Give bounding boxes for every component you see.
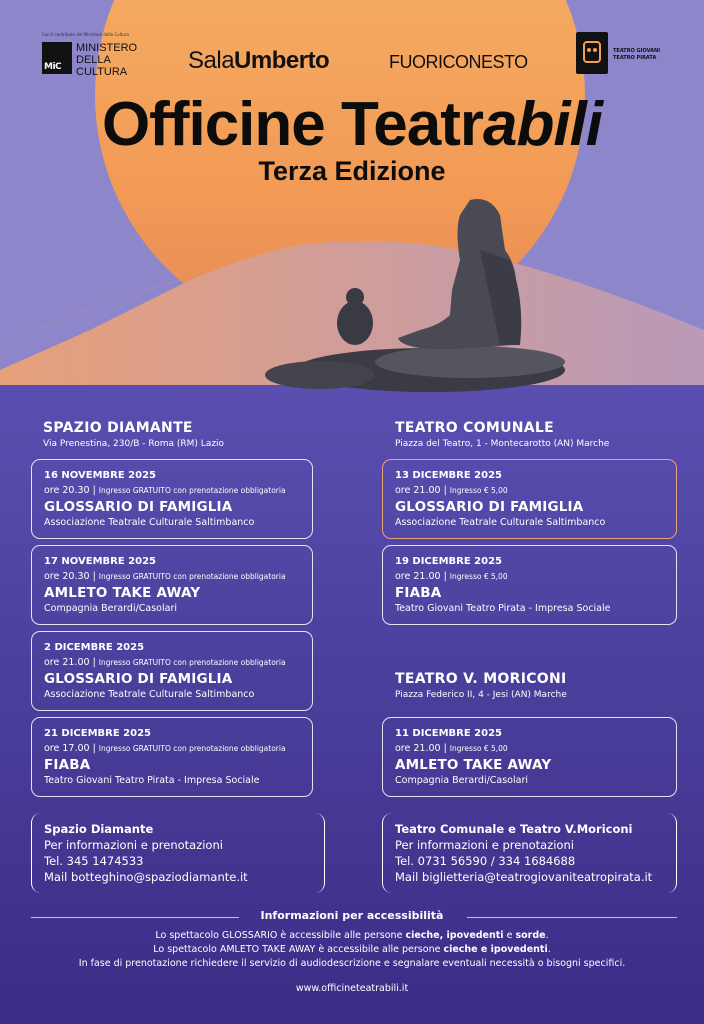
event-title: GLOSSARIO DI FAMIGLIA: [44, 671, 233, 687]
mic-line-2: DELLA: [76, 54, 111, 66]
venue-teatro-moriconi: [395, 671, 567, 700]
contact-title: Spazio Diamante: [44, 822, 154, 836]
mic-line-1: MINISTERO: [76, 42, 138, 54]
event-time: ore 21.00: [395, 571, 441, 582]
event-ticket-note: Ingresso GRATUITO con prenotazione obbligatoria: [98, 744, 286, 753]
page-subtitle: Terza Edizione: [258, 156, 446, 186]
mic-line-3: CULTURA: [76, 66, 128, 78]
event-card: 11 DICEMBRE 2025 ore 21.00 | Ingresso € 5,00 AMLETO TAKE AWAY Compagnia Berardi/Casolari: [382, 717, 677, 797]
contact-info-line: Per informazioni e prenotazioni: [395, 838, 574, 852]
event-card: 13 DICEMBRE 2025 ore 21.00 | Ingresso € 5,00 GLOSSARIO DI FAMIGLIA Associazione Teatrale Culturale Saltimbanco: [382, 459, 677, 539]
venue-name: TEATRO V. MORICONI: [395, 671, 567, 687]
accessibility-title: Informazioni per accessibilità: [260, 909, 444, 922]
contact-info-line: Per informazioni e prenotazioni: [44, 838, 223, 852]
logo-bar: [0, 30, 704, 80]
event-date: 2 DICEMBRE 2025: [44, 642, 145, 653]
event-company: Associazione Teatrale Culturale Saltimbanco: [44, 689, 255, 700]
event-time: ore 20.30: [44, 485, 90, 496]
mic-emblem-icon: MiC: [42, 42, 72, 74]
page-title: Officine Teatrabili: [101, 90, 603, 159]
teatro-pirata-logo: [576, 32, 666, 76]
event-company: Teatro Giovani Teatro Pirata - Impresa Sociale: [395, 603, 611, 614]
venue-address: Piazza Federico II, 4 - Jesi (AN) Marche: [395, 690, 567, 700]
event-title: FIABA: [44, 757, 91, 773]
event-date: 13 DICEMBRE 2025: [395, 470, 503, 481]
event-date: 21 DICEMBRE 2025: [44, 728, 152, 739]
venue-address: Via Prenestina, 230/B - Roma (RM) Lazio: [43, 439, 225, 449]
event-title: AMLETO TAKE AWAY: [44, 585, 201, 601]
event-time: ore 20.30: [44, 571, 90, 582]
event-title: AMLETO TAKE AWAY: [395, 757, 552, 773]
venue-name: SPAZIO DIAMANTE: [43, 420, 193, 436]
contact-box-spazio-diamante: [31, 813, 325, 893]
event-date: 11 DICEMBRE 2025: [395, 728, 503, 739]
contact-phone[interactable]: Tel. 345 1474533: [44, 854, 144, 868]
event-date: 16 NOVEMBRE 2025: [44, 470, 156, 481]
event-card: 2 DICEMBRE 2025 ore 21.00 | Ingresso GRATUITO con prenotazione obbligatoria GLOSSARIO DI FAMIGLIA Associazione Teatrale Culturale Saltimbanco: [31, 631, 313, 711]
event-card: 16 NOVEMBRE 2025 ore 20.30 | Ingresso GRATUITO con prenotazione obbligatoria GLOSSARIO DI FAMIGLIA Associazione Teatrale Culturale Saltimbanco: [31, 459, 313, 539]
event-company: Associazione Teatrale Culturale Saltimbanco: [44, 517, 255, 528]
event-time: ore 21.00: [44, 657, 90, 668]
sala-umberto-logo: SalaUmberto: [188, 47, 330, 74]
event-company: Compagnia Berardi/Casolari: [395, 775, 529, 786]
event-ticket-note: Ingresso € 5,00: [449, 486, 508, 495]
event-title: GLOSSARIO DI FAMIGLIA: [395, 499, 584, 515]
event-title: FIABA: [395, 585, 442, 601]
tp-line-2: TEATRO PIRATA: [613, 55, 657, 61]
accessibility-text: Lo spettacolo GLOSSARIO è accessibile alle persone cieche, ipovedenti e sorde. Lo spettacolo AMLETO TAKE AWAY è accessibile alle persone cieche e ipovedenti. In fase di prenotazione richiedere il servizio di audiodescrizione e segnalare eventuali necessità o bisogni specifici.: [78, 930, 626, 969]
event-company: Associazione Teatrale Culturale Saltimbanco: [395, 517, 606, 528]
event-time: ore 21.00: [395, 743, 441, 754]
event-date: 19 DICEMBRE 2025: [395, 556, 503, 567]
mic-note: Con il contributo del Ministero della Cultura: [42, 32, 129, 37]
teatro-pirata-emblem-icon: [576, 32, 608, 74]
event-card: 21 DICEMBRE 2025 ore 17.00 | Ingresso GRATUITO con prenotazione obbligatoria FIABA Teatro Giovani Teatro Pirata - Impresa Sociale: [31, 717, 313, 797]
event-card: 17 NOVEMBRE 2025 ore 20.30 | Ingresso GRATUITO con prenotazione obbligatoria AMLETO TAKE AWAY Compagnia Berardi/Casolari: [31, 545, 313, 625]
contact-email[interactable]: Mail botteghino@spaziodiamante.it: [44, 870, 248, 884]
fuoriconesto-logo: FUORICONESTO: [389, 52, 528, 72]
event-ticket-note: Ingresso GRATUITO con prenotazione obbligatoria: [98, 572, 286, 581]
contact-phone[interactable]: Tel. 0731 56590 / 334 1684688: [395, 854, 576, 868]
event-company: Teatro Giovani Teatro Pirata - Impresa Sociale: [44, 775, 260, 786]
venue-teatro-comunale: [395, 420, 609, 449]
ministero-cultura-logo: [42, 32, 162, 78]
event-ticket-note: Ingresso GRATUITO con prenotazione obbligatoria: [98, 486, 286, 495]
venue-spazio-diamante: [43, 420, 224, 449]
event-date: 17 NOVEMBRE 2025: [44, 556, 156, 567]
tp-line-1: TEATRO GIOVANI: [613, 48, 661, 54]
contact-title: Teatro Comunale e Teatro V.Moriconi: [395, 822, 633, 836]
event-time: ore 17.00: [44, 743, 90, 754]
event-ticket-note: Ingresso € 5,00: [449, 572, 508, 581]
venue-address: Piazza del Teatro, 1 - Montecarotto (AN) Marche: [395, 439, 610, 449]
contact-email[interactable]: Mail biglietteria@teatrogiovaniteatropirata.it: [395, 870, 653, 884]
event-company: Compagnia Berardi/Casolari: [44, 603, 178, 614]
venue-name: TEATRO COMUNALE: [395, 420, 554, 436]
event-ticket-note: Ingresso GRATUITO con prenotazione obbligatoria: [98, 658, 286, 667]
event-title: GLOSSARIO DI FAMIGLIA: [44, 499, 233, 515]
website-link[interactable]: www.officineteatrabili.it: [295, 983, 409, 994]
event-ticket-note: Ingresso € 5,00: [449, 744, 508, 753]
contact-box-teatro-comunale: [382, 813, 677, 893]
event-time: ore 21.00: [395, 485, 441, 496]
event-card: 19 DICEMBRE 2025 ore 21.00 | Ingresso € 5,00 FIABA Teatro Giovani Teatro Pirata - Impresa Sociale: [382, 545, 677, 625]
